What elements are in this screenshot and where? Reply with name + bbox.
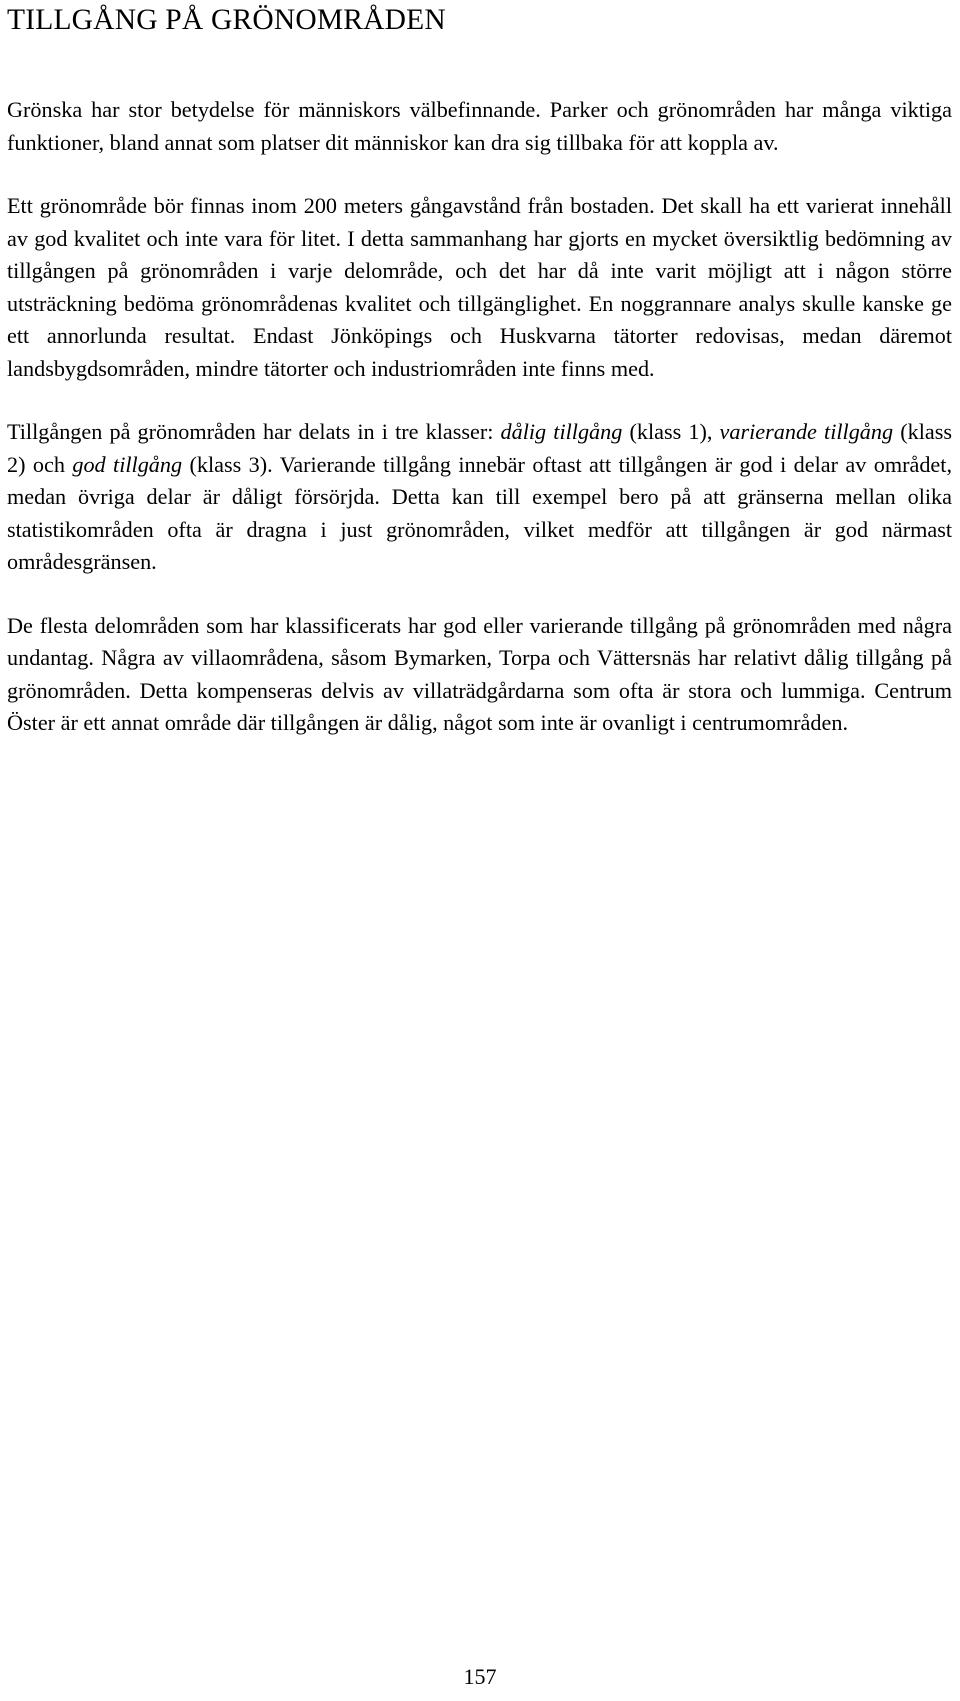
paragraph-distance: Ett grönområde bör finnas inom 200 meters gångavstånd från bostaden. Det skall ha ett varierat innehåll av god kvalitet och inte vara för litet. I detta sammanhang har gjorts en mycket översiktlig bedömning av tillgången på grönområden i varje delområde, och det har då inte varit möjligt att i någon större utsträckning bedöma grönområdenas kvalitet och tillgänglighet. En noggrannare analys skulle kanske ge ett annorlunda resultat. Endast Jönköpings och Huskvarna tätorter redovisas, medan däremot landsbygdsområden, mindre tätorter och industriområden inte finns med. (7, 193, 952, 381)
text-segment: (klass 2) och (7, 419, 952, 477)
emphasis-poor-access: dålig tillgång (500, 419, 623, 444)
paragraph-exceptions: De flesta delområden som har klassificerats har god eller varierande tillgång på grönområden med några undantag. Några av villaområdena, såsom Bymarken, Torpa och Vättersnäs har relativt dålig tillgång på grönområden. Detta kompenseras delvis av villaträdgårdarna som ofta är stora och lummiga. Centrum Öster är ett annat område där tillgången är dålig, något som inte är ovanligt i centrumområden. (7, 612, 952, 735)
paragraph-intro: Grönska har stor betydelse för människors välbefinnande. Parker och grönområden har många viktiga funktioner, bland annat som platser dit människor kan dra sig tillbaka för att koppla av. (7, 97, 952, 155)
emphasis-varying-access: varierande tillgång (719, 419, 894, 444)
text-segment: (klass 3). Varierande tillgång innebär oftast att tillgången är god i delar av området, medan övriga delar är dåligt försörjda. Detta kan till exempel bero på att gränserna mellan olika statistikområden ofta är dragna i just grönområden, vilket medför att tillgången är god närmast områdesgränsen. (7, 451, 952, 574)
document-page (7, 0, 952, 740)
page-title: TILLGÅNG PÅ GRÖNOMRÅDEN (7, 4, 446, 36)
paragraph-classes (7, 416, 952, 579)
text-segment: (klass 1), (622, 419, 720, 444)
text-segment: Tillgången på grönområden har delats in i tre klasser: (7, 419, 501, 444)
emphasis-good-access: god tillgång (72, 451, 183, 477)
page-number: 157 (463, 1664, 497, 1689)
